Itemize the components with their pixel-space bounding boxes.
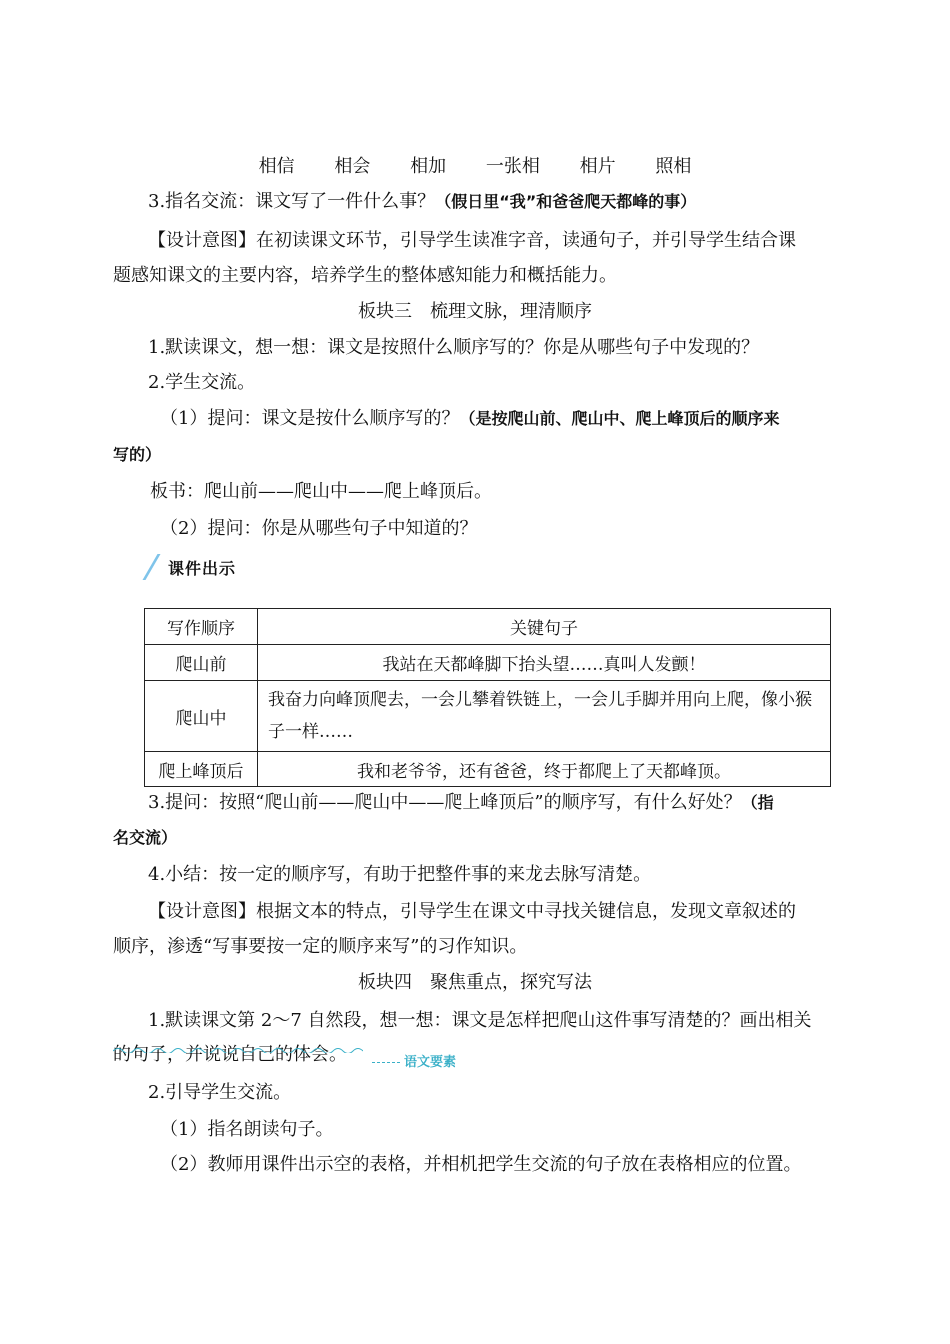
table-header-cell: 关键句子 xyxy=(258,609,831,645)
block3-item2: 2.学生交流。 xyxy=(148,372,256,393)
block3-question1-answer-cont: 写的） xyxy=(113,445,162,464)
block3-item1: 1.默读课文，想一想：课文是按照什么顺序写的？你是从哪些句子中发现的？ xyxy=(148,337,760,358)
table-row xyxy=(145,752,831,787)
language-element-tag xyxy=(372,1051,456,1070)
block3-item3-answer-cont: 名交流） xyxy=(113,828,178,847)
block4-item1-line2: 的句子，并说说自己的体会。 xyxy=(113,1044,347,1065)
table-cell: 爬上峰顶后 xyxy=(145,752,258,787)
item-text: 3.提问：按照“爬山前——爬山中——爬上峰顶后”的顺序写，有什么好处？ xyxy=(148,792,742,813)
vocab-word: 照相 xyxy=(655,156,692,177)
vocab-word: 相信 xyxy=(258,156,295,177)
item-text: 3.指名交流：课文写了一件什么事？ xyxy=(148,191,436,212)
block3-heading: 板块三 梳理文脉，理清顺序 xyxy=(358,301,592,322)
discussion-item-3 xyxy=(148,190,696,214)
table-row xyxy=(145,645,831,681)
vocab-word: 相会 xyxy=(334,156,371,177)
table-cell: 我站在天都峰脚下抬头望……真叫人发颤！ xyxy=(258,645,831,681)
block3-question1 xyxy=(160,407,779,431)
block4-item2: 2.引导学生交流。 xyxy=(148,1082,292,1103)
table-cell: 我奋力向峰顶爬去，一会儿攀着铁链上，一会儿手脚并用向上爬，像小猴子一样…… xyxy=(258,681,831,752)
table-cell: 爬山中 xyxy=(145,681,258,752)
design-intent-2-line2: 顺序，渗透“写事要按一定的顺序来写”的习作知识。 xyxy=(113,936,528,957)
item-answer: （指 xyxy=(741,793,774,812)
wavy-underline-icon xyxy=(113,1045,363,1053)
block3-item4: 4.小结：按一定的顺序写，有助于把整件事的来龙去脉写清楚。 xyxy=(148,864,652,885)
tag-label: 语文要素 xyxy=(404,1055,457,1070)
badge-label: 课件出示 xyxy=(168,559,237,578)
question-text: （1）提问：课文是按什么顺序写的？ xyxy=(160,408,460,429)
table-cell: 爬山前 xyxy=(145,645,258,681)
table-cell: 我和老爷爷，还有爸爸，终于都爬上了天都峰顶。 xyxy=(258,752,831,787)
block3-item3 xyxy=(148,791,774,815)
block3-question2: （2）提问：你是从哪些句子中知道的？ xyxy=(160,518,478,539)
courseware-badge xyxy=(146,552,266,582)
block4-sub2: （2）教师用课件出示空的表格，并相机把学生交流的句子放在表格相应的位置。 xyxy=(160,1154,802,1175)
table-header-cell: 写作顺序 xyxy=(145,609,258,645)
vocab-word: 相片 xyxy=(579,156,616,177)
blackboard-note: 板书：爬山前——爬山中——爬上峰顶后。 xyxy=(150,481,492,502)
block4-heading: 板块四 聚焦重点，探究写法 xyxy=(358,972,592,993)
sequence-key-sentence-table xyxy=(144,608,831,787)
vocab-word-list xyxy=(0,155,950,179)
design-intent-1-line2: 题感知课文的主要内容，培养学生的整体感知能力和概括能力。 xyxy=(113,265,617,286)
table-header-row xyxy=(145,609,831,645)
block4-item1-line1: 1.默读课文第 2～7 自然段，想一想：课文是怎样把爬山这件事写清楚的？画出相关 xyxy=(148,1010,812,1031)
design-intent-2-line1: 【设计意图】根据文本的特点，引导学生在课文中寻找关键信息，发现文章叙述的 xyxy=(148,901,796,922)
item-answer: （假日里“我”和爸爸爬天都峰的事） xyxy=(435,192,697,211)
tag-dash-icon xyxy=(372,1062,400,1063)
design-intent-1-line1: 【设计意图】在初读课文环节，引导学生读准字音，读通句子，并引导学生结合课 xyxy=(148,230,796,251)
table-row xyxy=(145,681,831,752)
vocab-word: 相加 xyxy=(410,156,447,177)
block4-sub1: （1）指名朗读句子。 xyxy=(160,1119,334,1140)
vocab-word: 一张相 xyxy=(485,156,540,177)
question-answer: （是按爬山前、爬山中、爬上峰顶后的顺序来 xyxy=(459,409,780,428)
